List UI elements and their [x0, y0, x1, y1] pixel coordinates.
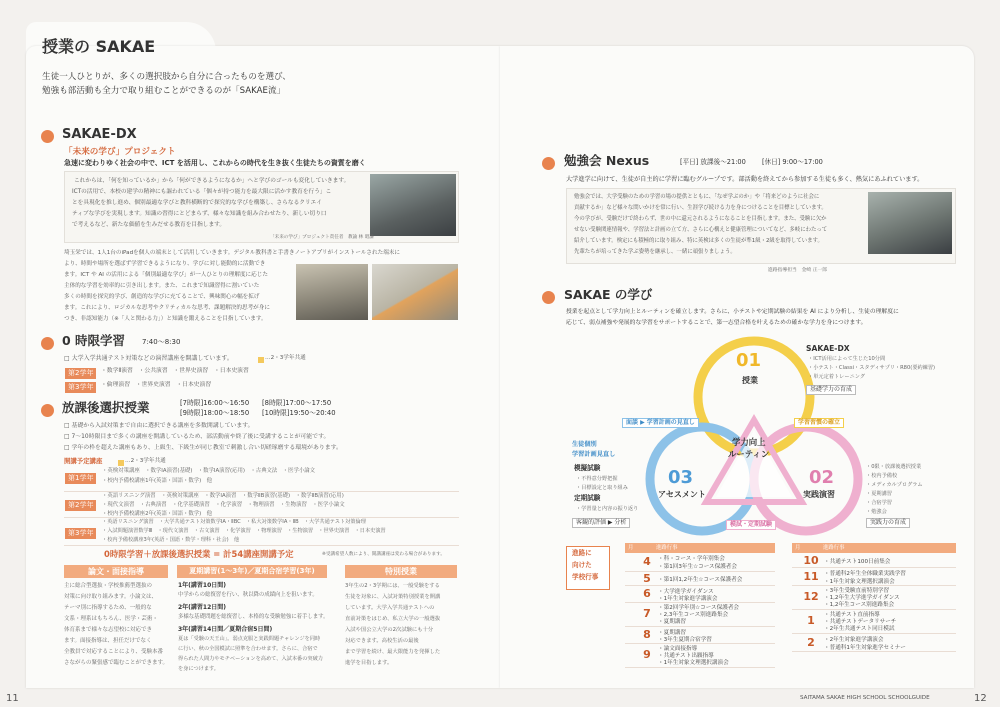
after-grade1-line: ・英検対策講座 ・数学ⅠA演習(基礎) ・数学ⅠA演習(応用) ・古典文法 ・医学小論文 [102, 468, 316, 474]
section-bullet-icon [542, 291, 555, 304]
cycle-tag-analysis: 客観的評価 ▶ 分析 [572, 518, 630, 528]
cycle-mock-item: ・目標設定と取り組み [576, 485, 628, 491]
schedule-label: 向けた [572, 561, 592, 569]
col-summer-p3: 得られた人間力やモチベーションを高めて、入試本番の突破力 [178, 656, 323, 662]
after-grade2-label: 第2学年 [65, 500, 96, 511]
after-grade3-line: ・英語リスニング演習 ・大学共通テスト対策数学ⅠA・ⅡBC ・私大対策数学ⅠA・ⅡB ・大学共通テスト対策倫理 [102, 519, 366, 525]
nexus-title: 勉強会 Nexus [564, 153, 650, 168]
col-special-line: まで学習を続け、最大限能力を発揮した [345, 649, 441, 655]
schedule-event: ・1,2年生大学進学ガイダンス [824, 595, 900, 601]
schedule-event: ・普通科1年生対象進学セミナー [824, 645, 906, 651]
cycle-step1-label: 授業 [742, 376, 758, 385]
col-thesis-line: 全教員で対応することにより、受験本番 [64, 649, 164, 655]
dx-body-line: つき、非認知能力（※「人と関わる力」）と知識を鍛えることを目指しています。 [64, 316, 267, 322]
after-note: □ 学年の枠を超えた講座もあり、上級生、下級生が同じ教室で刺激し合い切磋琢磨する環境があります。 [64, 445, 342, 451]
cycle-regular-item: ・学習量と内容の振り返り [576, 506, 639, 512]
advisor-photo [868, 192, 952, 254]
schedule-event: ・3年生夏期合宿学習 [658, 637, 712, 643]
schedule-event: ・第1回3年生☆コース保護者会 [658, 564, 737, 570]
cycle-right-item: ・メディカルプログラム [866, 482, 923, 488]
col-summer-p3: に行い、秋の全国模試に照準を合わせます。さらに、合宿で [178, 646, 318, 652]
cycle-dx-item: ・単元定着トレーニング [808, 374, 865, 380]
tablet-photo [372, 264, 458, 320]
dx-box-line: これからは、「何を知っているか」から「何ができるようになるか」へと学びのゴールも変化していきます。 [74, 178, 350, 184]
dx-subtitle: 「未来の学び」プロジェクト [64, 147, 176, 157]
dx-body-line: ます。ICT や AI の活用による「個別最適な学び」が一人ひとりの理解度に応じた [64, 272, 268, 278]
dx-box-line: で考えるなど、新たな価値を生みだせる教育を目指します。 [72, 222, 226, 228]
nexus-time-holiday: [休日] 9:00～17:00 [762, 158, 823, 166]
col-thesis-line: ます。面接指導は、担任だけでなく [64, 638, 152, 644]
nexus-time-weekday: [平日] 放課後～21:00 [680, 158, 746, 166]
dx-title: SAKAE-DX [62, 127, 137, 142]
cycle-left-title: 学習計画見直し [572, 451, 616, 458]
schedule-month: 9 [643, 648, 651, 661]
col-summer-p1: 中学からの総復習を行い、秋以降の成績向上を狙います。 [178, 592, 318, 598]
cycle-arrow-exams: 模試・定期試験 [726, 520, 776, 530]
course-total-note: ※受講希望人数により、開講講座は変わる場合があります。 [322, 552, 445, 557]
section-bullet-icon [41, 404, 54, 417]
after-grade2-line: ・現代文演習 ・古典演習 ・化学基礎演習 ・化学演習 ・物理演習 ・生物演習 ・医学小論文 [102, 502, 345, 508]
intro-line-2: 勉強も部活動も全力で取り組むことができるのが「SAKAE流」 [42, 86, 286, 96]
dx-lead: 急速に変わりゆく社会の中で、ICT を活用し、これからの時代を生き抜く生徒たちの資質を磨く [64, 159, 366, 167]
zero-time: 7:40～8:30 [142, 338, 181, 346]
legend-swatch [258, 357, 264, 363]
section-bullet-icon [41, 337, 54, 350]
col-thesis-line: 対策に向け取り組みます。小論文は、 [64, 594, 158, 600]
course-total: 0時限学習＋放課後選択授業 = 計54講座開講予定 [104, 549, 294, 559]
cycle-arrow-review: 面談 ▶ 学習計画の見直し [622, 418, 699, 428]
schedule-month: 12 [803, 590, 819, 603]
cycle-mock-title: 模擬試験 [574, 464, 601, 472]
schedule-month: 1 [807, 614, 815, 627]
col-thesis-line: 体育系まで様々な志望校に対応でき [64, 627, 153, 633]
col-summer-p2: 多様な基礎問題を総復習し、本格的な受験勉強に着手します。 [178, 614, 329, 620]
schedule-head-event: 進路行事 [656, 545, 678, 551]
after-time-9: [9時限]18:00～18:50 [180, 409, 250, 417]
nexus-box-line: 今の学びが、受験だけで終わらず、世の中に還元されるようになることを目指します。また、受験に欠か [574, 216, 827, 222]
page-title: 授業の SAKAE [42, 37, 156, 56]
after-grade1-line: ・校内予備校講座1年(英語・国語・数学) 他 [102, 478, 213, 484]
cycle-dx-item: ・小テスト・Classi・スタディサプリ・R80(要約練習) [808, 365, 936, 371]
after-grade3-label: 第3学年 [65, 528, 96, 539]
section-bullet-icon [41, 130, 54, 143]
col-summer-header: 夏期講習(1～3年)／夏期合宿学習(3年) [177, 565, 327, 578]
dx-body-line: 主体的な学習を効率的に引き出します。また、これまで知識習得に割いていた [64, 283, 260, 289]
cycle-step1-number: 01 [736, 350, 762, 371]
learn-title: SAKAE の学び [564, 287, 653, 302]
schedule-event: ・共通テスト直前指導 [824, 612, 880, 618]
zero-grade3-label: 第3学年 [65, 382, 96, 393]
section-bullet-icon [542, 157, 555, 170]
page-number-right: 12 [974, 693, 987, 704]
cycle-right-item: ・合宿学習 [866, 500, 892, 506]
schedule-event: ・1年生対象文理選択講演会 [824, 579, 895, 585]
after-note: □ 基礎から入試対策まで自由に選択できる講座を多数開講しています。 [64, 423, 254, 429]
cycle-right-item: ・校内予備校 [866, 473, 898, 479]
col-thesis-header: 論文・面接指導 [64, 565, 168, 578]
schedule-label: 学校行事 [572, 573, 599, 581]
schedule-event: ・第2回学年別☆コース保護者会 [658, 605, 740, 611]
intro-line-1: 生徒一人ひとりが、多くの選択肢から自分に合ったものを選び、 [42, 72, 291, 82]
col-special-line: 直前対策をはじめ、私立大学の一般選抜 [345, 616, 441, 622]
schedule-label: 進路に [572, 549, 592, 557]
cycle-arrow-habit: 学習習慣の確立 [794, 418, 844, 428]
nexus-box-line: 勉強会では、大学受験のための学習の場の提供とともに、「なぜ学ぶのか」や「将来どのように社会に [574, 194, 820, 200]
col-thesis-line: さながらの緊張感で臨むことができます。 [64, 660, 169, 666]
dx-box-line: ICTの活用で、本校の建学の精神にも謳われている「個々が持つ能力を最大限に活かす教育を行う」こ [72, 189, 332, 195]
schedule-event: ・共通テストデータリサーチ [824, 619, 897, 625]
schedule-month: 7 [643, 607, 651, 620]
schedule-event: ・2,3年生コース別進路集会 [658, 612, 729, 618]
dx-photo-caption: 「未来の学び」プロジェクト責任者 教諭 林 昭謙 [270, 235, 374, 240]
zero-note: □ 大学入学共通テスト対策などの演習講座を開講しています。 [64, 355, 233, 362]
after-note: □ 7～10時限目まで多くの講座を開講しているため、部活動前や終了後に受講することが可能です。 [64, 434, 330, 440]
dx-body-line: 多くの時間を探究的学び、創造的な学びに充てることで、興味関心の幅を拡げ [64, 294, 260, 300]
schedule-month: 6 [643, 587, 651, 600]
col-special-header: 特別授業 [345, 565, 457, 578]
col-thesis-line: 主に総合型選抜・学校推薦型選抜の [64, 583, 153, 589]
after-grade3-line: ・校内予備校講座3年(英語・国語・数学・理科・社会) 他 [102, 537, 240, 543]
dx-body-line: より、時間や場所を選ばず学習できるようになり、学びに対し能動的に活動でき [64, 261, 266, 267]
schedule-event: ・1,2年生コース別進路集会 [824, 602, 895, 608]
nexus-photo-caption: 進路指導担当 金崎 正一郎 [768, 268, 828, 273]
schedule-month: 2 [807, 636, 815, 649]
cycle-center-line1: 学力向上 [732, 437, 766, 447]
zero-legend: …2・3学年共通 [265, 355, 306, 361]
dx-box-line: ティブな学びを実現します。知識の習得にとどまらず、様々な知識を組み合わせたり、新しい切り口 [72, 211, 327, 217]
zero-grade2-items: ・数学Ⅱ演習 ・公共演習 ・世界史演習 ・日本史演習 [101, 368, 249, 374]
cycle-step3-number: 03 [668, 467, 694, 488]
schedule-head-month: 月 [628, 545, 634, 551]
learn-lead: 応じて、弱点補強や発展的な学習をサポートすることで、第一志望合格を叶えるための確かな学力を身につけます。 [566, 320, 867, 326]
schedule-month: 8 [643, 628, 651, 641]
cycle-step3-label: アセスメント [658, 490, 706, 499]
col-thesis-line: テーマ別に指導するため、一般的な [64, 605, 152, 611]
cycle-left-title: 生徒個別 [572, 441, 597, 448]
col-thesis-line: 文系・理系はもちろん、医学・芸術・ [64, 616, 158, 622]
cycle-mock-item: ・不得意分野把握 [576, 476, 618, 482]
classroom-photo [296, 264, 368, 320]
col-special-line: 対応できます。高校生活の最後 [345, 638, 419, 644]
col-special-line: 3年生の2・3学期には、一般受験をする [345, 583, 440, 589]
schedule-event: ・共通テスト出願指導 [658, 653, 714, 659]
nexus-lead: 大学進学に向けて、生徒が自主的に学習に臨むグループです。部活動を終えてから参加する生徒も多く、熱気にあふれています。 [566, 176, 924, 183]
schedule-head-left [625, 543, 775, 553]
col-summer-p3: 夏は「受験の天王山」。弱点克服と実践問題チャレンジを同時 [178, 636, 321, 642]
dx-box-line: とを具現化を推し進め、個別最適な学びと教科横断的で探究的な学びを構築し、さらなるクリエイ [72, 200, 322, 206]
zero-title: 0 時限学習 [62, 333, 126, 348]
col-special-line: 進学を目指します。 [345, 660, 393, 666]
nexus-box-line: せない受験関連情報や、学習法と計画の立て方、さらに心構えと健康管理についてなど、多岐にわたって [574, 227, 828, 233]
schedule-event: ・2年生対象進学講演会 [824, 637, 884, 643]
schedule-event: ・科・コース・学年別集会 [658, 556, 725, 562]
col-special-line: しています。大学入学共通テストへの [345, 605, 435, 611]
learn-lead: 授業を起点として学力向上とルーティンを確立します。さらに、小テストや定期試験の結果を AI により分析し、生徒の理解度に [566, 309, 899, 315]
after-title: 放課後選択授業 [62, 400, 150, 415]
nexus-box-line: 先輩たちが培ってきた学ぶ姿勢を継承し、一緒に頑張りましょう。 [574, 249, 736, 255]
schedule-event: ・第1回1,2年生☆コース保護者会 [658, 577, 743, 583]
after-legend: …2・3学年共通 [125, 458, 166, 464]
page-number-left: 11 [6, 693, 19, 704]
schedule-event: ・共通テスト100日前集会 [824, 559, 891, 565]
schedule-event: ・1年生対象文理選択講演会 [658, 660, 729, 666]
schedule-event: ・夏期講習 [658, 630, 686, 636]
schedule-month: 4 [643, 555, 651, 568]
col-special-line: 入試や国公立大学の2次試験にも十分 [345, 627, 434, 633]
cycle-right-item: ・夏期講習 [866, 491, 892, 497]
cycle-center-line2: ルーティン [728, 449, 770, 459]
school-guide-label: SAITAMA SAKAE HIGH SCHOOL SCHOOLGUIDE [800, 695, 930, 701]
after-grade2-line: ・校内予備校講座2年(英語・国語・数学) 他 [102, 511, 213, 517]
cycle-right-item: ・0限・放課後選択授業 [866, 464, 922, 470]
schedule-month: 10 [803, 554, 819, 567]
dx-body-line: 埼玉栄では、1人1台のiPadを個人の端末として活用していきます。デジタル教科書と手書きノートアプリがインストールされた端末に [64, 250, 400, 256]
cycle-tag-basic: 基礎学力の育成 [806, 385, 856, 395]
schedule-event: ・1年生対象進学講演会 [658, 596, 718, 602]
col-summer-h2: 2年(講習12日間) [178, 604, 227, 611]
schedule-head-event: 進路行事 [823, 545, 845, 551]
col-summer-h3: 3年(講習14日間／夏期合宿5日間) [178, 626, 273, 633]
schedule-head-month: 月 [795, 545, 801, 551]
cycle-dx-title: SAKAE-DX [806, 344, 850, 353]
cycle-tag-practice: 実践力の育成 [866, 518, 910, 528]
col-summer-h1: 1年(講習10日間) [178, 582, 227, 589]
schedule-event: ・2年生共通テスト同日模試 [824, 626, 895, 632]
cycle-dx-item: ・ICT活用によって生じた10分間 [808, 356, 886, 362]
schedule-event: ・3年生受験直前特別学習 [824, 588, 890, 594]
col-special-line: 生徒を対象に、入試対策特別授業を開講 [345, 594, 441, 600]
schedule-event: ・夏期講習 [658, 619, 686, 625]
col-summer-p3: を身につけます。 [178, 666, 219, 672]
cycle-step2-label: 実践演習 [803, 490, 835, 499]
after-example-heading: 開講予定講座 [64, 457, 103, 465]
zero-grade3-items: ・倫理演習 ・世界史演習 ・日本史演習 [101, 382, 212, 388]
after-grade1-label: 第1学年 [65, 473, 96, 484]
cycle-regular-title: 定期試験 [574, 494, 601, 502]
after-grade2-line: ・英語リスニング演習 ・英検対策講座 ・数学ⅠA演習 ・数学ⅡB演習(基礎) ・数学ⅡB演習(応用) [102, 493, 344, 499]
after-grade3-line: ・入試問題演習数学Ⅲ ・現代文演習 ・古文演習 ・化学演習 ・物理演習 ・生物演習 ・世界史演習 ・日本史演習 [102, 528, 386, 534]
teacher-photo [370, 174, 456, 236]
nexus-box-line: 紹介しています。検定にも積極的に取り組み、特に英検は多くの生徒が準1級・2級を取得しています。 [574, 238, 823, 244]
schedule-event: ・普通科2年生全体職業実践学習 [824, 571, 906, 577]
schedule-month: 5 [643, 572, 651, 585]
after-time-10: [10時限]19:50～20:40 [262, 409, 336, 417]
nexus-box-line: 貢献するか」など様々な問いかけを常に行い、生涯学び続ける力を身につけることを目標としています。 [574, 205, 827, 211]
after-time-7: [7時限]16:00～16:50 [180, 399, 250, 407]
schedule-head-right [792, 543, 956, 553]
schedule-month: 11 [803, 570, 819, 583]
cycle-right-item: ・勉強会 [866, 509, 887, 515]
dx-body-line: ます。これにより、ロジカルな思考やクリティカルな思考、課題解決的思考が身に [64, 305, 270, 311]
schedule-event: ・大学進学ガイダンス [658, 589, 714, 595]
cycle-step2-number: 02 [809, 467, 835, 488]
schedule-event: ・論文面接指導 [658, 646, 698, 652]
after-time-8: [8時限]17:00～17:50 [262, 399, 332, 407]
zero-grade2-label: 第2学年 [65, 368, 96, 379]
